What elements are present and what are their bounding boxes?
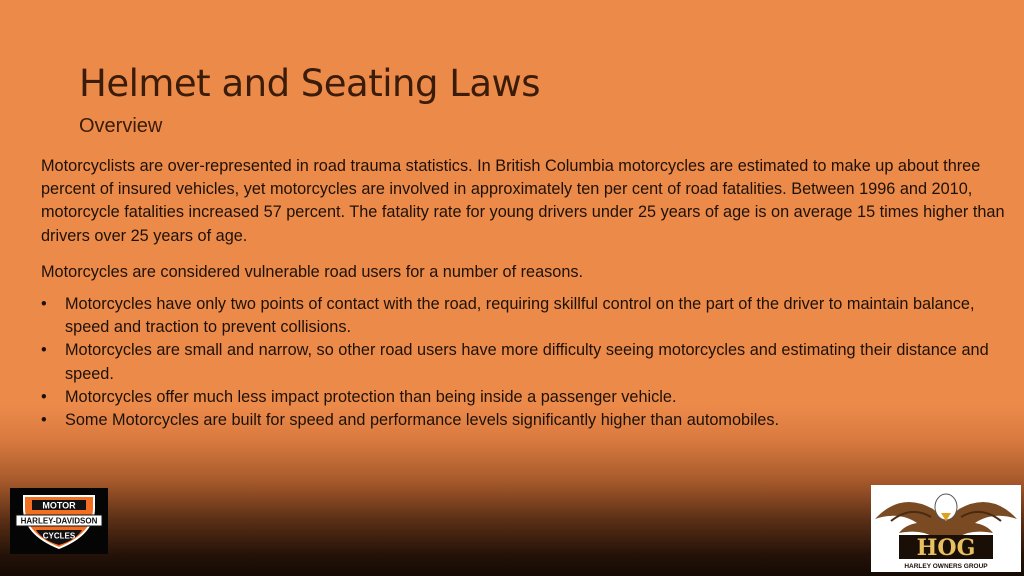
slide-subtitle: Overview xyxy=(79,115,163,137)
harley-davidson-logo xyxy=(10,488,108,554)
intro-paragraph: Motorcyclists are over-represented in road trauma statistics. In British Columbia motorcycles are estimated to make up about three percent of insured vehicles, yet motorcycles are involved in approximately ten per cent of road fatalities. Between 1996 and 2010, motorcycle fatalities increased 57 percent. The fatality rate for young drivers under 25 years of age is on average 15 times higher than drivers over 25 years of age. xyxy=(41,157,1005,245)
eagle-icon xyxy=(871,485,1021,572)
slide-title: Helmet and Seating Laws xyxy=(79,62,541,105)
bullet-icon: • xyxy=(41,411,47,430)
slide-body xyxy=(41,155,1006,432)
list-item xyxy=(41,293,1006,339)
list-item xyxy=(41,409,1006,432)
svg-text:HOG: HOG xyxy=(916,535,976,561)
list-item-text: Motorcycles have only two points of contact with the road, requiring skillful control on the part of the driver to maintain balance, speed and traction to prevent collisions. xyxy=(65,295,975,337)
bar-and-shield-icon xyxy=(10,488,108,554)
bullet-icon: • xyxy=(41,295,47,314)
svg-text:MOTOR: MOTOR xyxy=(42,500,76,511)
list-item-text: Motorcycles offer much less impact protection than being inside a passenger vehicle. xyxy=(65,387,677,406)
hog-logo xyxy=(871,485,1021,572)
bullet-icon: • xyxy=(41,387,47,406)
list-item xyxy=(41,386,1006,409)
bullet-icon: • xyxy=(41,341,47,360)
list-item-text: Motorcycles are small and narrow, so other road users have more difficulty seeing motorcycles and estimating their distance and speed. xyxy=(65,341,989,383)
reasons-list xyxy=(41,293,1006,432)
svg-text:HARLEY-DAVIDSON: HARLEY-DAVIDSON xyxy=(20,516,98,526)
svg-text:CYCLES: CYCLES xyxy=(42,531,76,541)
list-item-text: Some Motorcycles are built for speed and performance levels significantly higher than automobiles. xyxy=(65,411,780,430)
list-item xyxy=(41,339,1006,385)
svg-text:HARLEY OWNERS GROUP: HARLEY OWNERS GROUP xyxy=(904,563,988,570)
reasons-intro: Motorcycles are considered vulnerable road users for a number of reasons. xyxy=(41,262,584,281)
